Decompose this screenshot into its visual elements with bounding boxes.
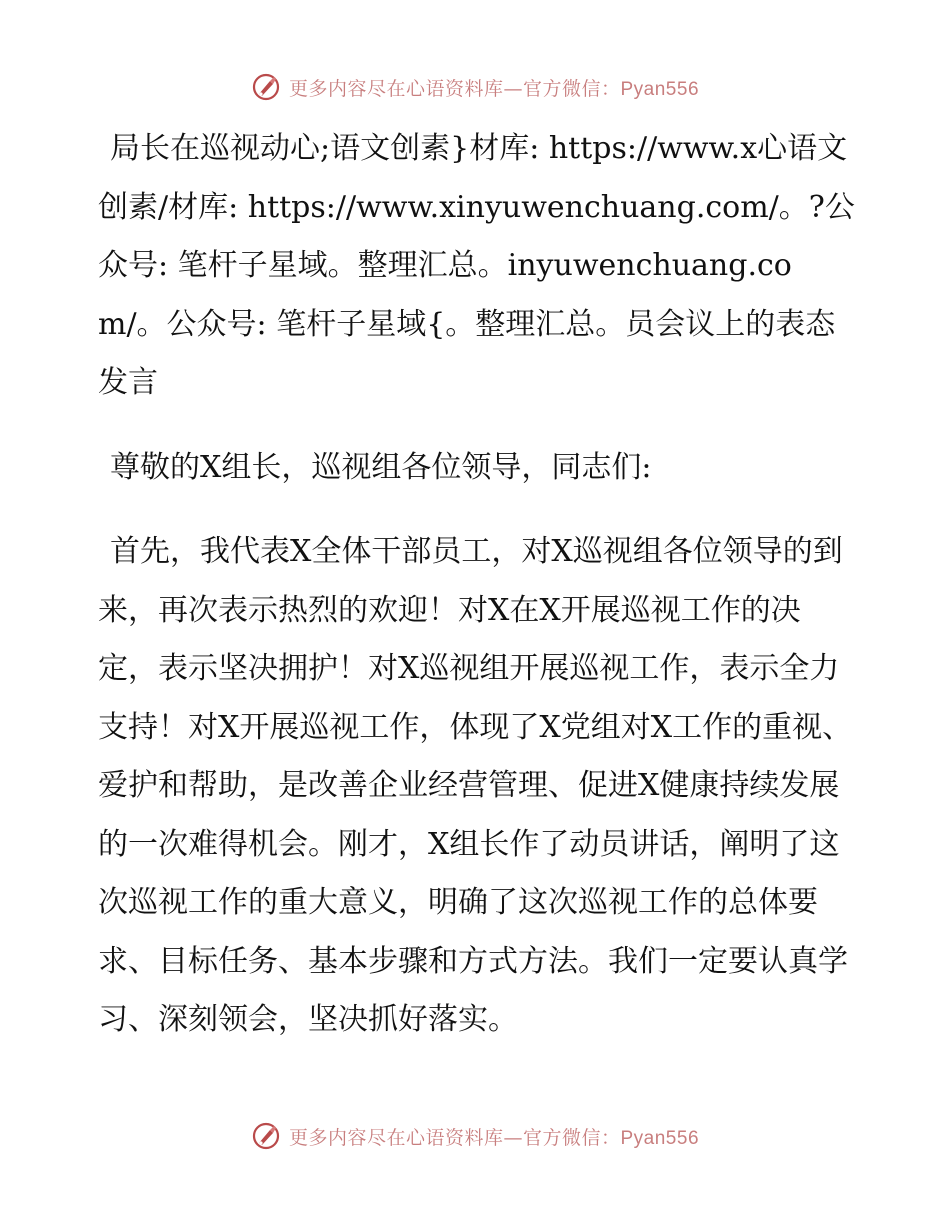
pen-logo-icon — [251, 1121, 281, 1151]
footer-banner — [0, 1121, 950, 1151]
footer-banner-text: 更多内容尽在心语资料库—官方微信： — [288, 1126, 621, 1149]
pen-logo-icon — [251, 72, 281, 102]
title-paragraph: 局长在巡视动心;语文创素}材库: https://www.x心语文创素/材库: https://www.xinyuwenchuang.com/。?公众号: 笔杆子星域。整理汇总。inyuwenchuang.com/。公众号: 笔杆子星域{。整理汇总。员会议上的表态发言 — [98, 131, 855, 400]
document-body — [98, 120, 858, 1076]
header-banner-wechat-id: Pyan556 — [620, 78, 700, 100]
footer-banner-wechat-id: Pyan556 — [620, 1127, 700, 1149]
header-banner — [0, 72, 950, 102]
header-banner-text: 更多内容尽在心语资料库—官方微信： — [288, 77, 621, 100]
salutation: 尊敬的X组长，巡视组各位领导，同志们: — [110, 449, 652, 485]
body-paragraph: 首先，我代表X全体干部员工，对X巡视组各位领导的到来，再次表示热烈的欢迎！对X在X开展巡视工作的决定，表示坚决拥护！对X巡视组开展巡视工作，表示全力支持！对X开展巡视工作，体现了X党组对X工作的重视、爱护和帮助，是改善企业经营管理、促进X健康持续发展的一次难得机会。刚才，X组长作了动员讲话，阐明了这次巡视工作的重大意义，明确了这次巡视工作的总体要求、目标任务、基本步骤和方式方法。我们一定要认真学习、深刻领会，坚决抓好落实。 — [98, 534, 853, 1037]
